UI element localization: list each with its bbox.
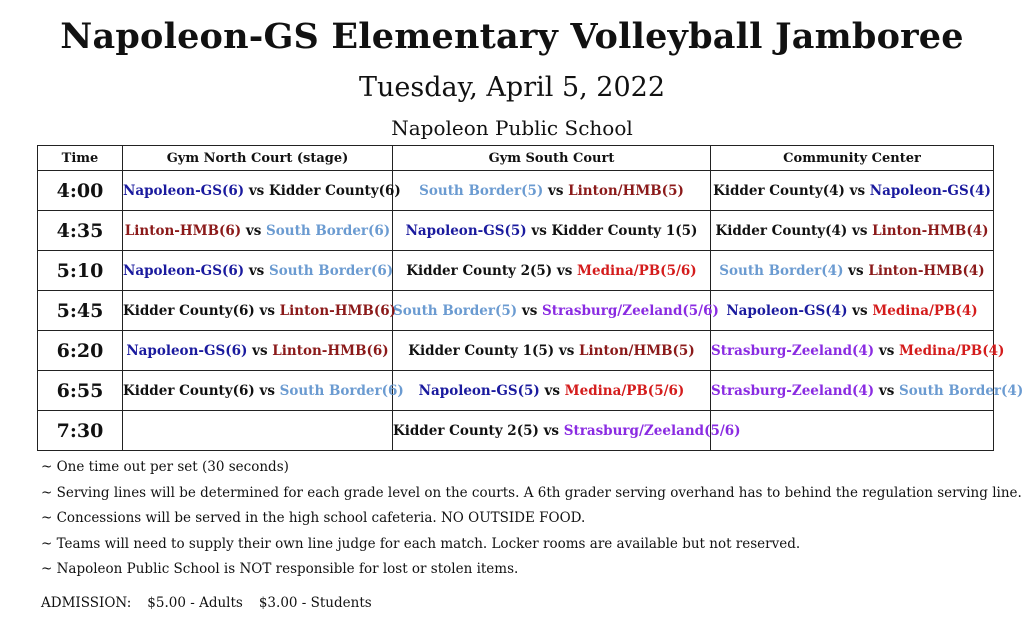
team-name: Medina/PB(5/6) xyxy=(564,382,685,399)
vs-label: vs xyxy=(521,302,538,319)
table-row xyxy=(38,371,994,411)
match-cell-gym-south xyxy=(393,211,711,251)
match-cell-community-center xyxy=(711,331,1005,371)
vs-label: vs xyxy=(556,262,573,279)
vs-label: vs xyxy=(851,222,868,239)
team-name: South Border(5) xyxy=(419,182,544,199)
note-item: ~ Napoleon Public School is NOT responsible for lost or stolen items. xyxy=(41,561,519,577)
header-gym-south-court: Gym South Court xyxy=(393,146,711,171)
vs-label: vs xyxy=(848,262,864,279)
match-cell-gym-north xyxy=(123,171,401,211)
match-cell-community-center xyxy=(711,251,994,291)
time-cell: 7:30 xyxy=(38,411,123,451)
match-cell-gym-north xyxy=(123,251,393,291)
team-name: Napoleon-GS(6) xyxy=(123,182,245,199)
team-name: South Border(6) xyxy=(268,262,394,279)
match-cell-gym-south xyxy=(393,171,711,211)
event-date: Tuesday, April 5, 2022 xyxy=(358,72,666,103)
vs-label: vs xyxy=(548,182,564,199)
admission-line xyxy=(41,595,388,611)
match-cell-gym-north xyxy=(123,411,393,451)
event-venue: Napoleon Public School xyxy=(391,116,633,140)
team-name: Kidder County(6) xyxy=(123,302,255,319)
admission-students: $3.00 - Students xyxy=(258,595,372,611)
team-name: Kidder County 2(5) xyxy=(406,262,553,279)
team-name: Napoleon-GS(6) xyxy=(126,342,248,359)
vs-label: vs xyxy=(878,382,895,399)
team-name: Strasburg/Zeeland(5/6) xyxy=(563,422,741,439)
match-cell-community-center xyxy=(711,171,994,211)
match-cell-gym-north xyxy=(123,371,404,411)
note-item: ~ Teams will need to supply their own line judge for each match. Locker rooms are available but not reserved. xyxy=(41,535,801,552)
match-cell-gym-south xyxy=(393,291,719,331)
admission-adults: $5.00 - Adults xyxy=(147,595,243,611)
vs-label: vs xyxy=(248,262,265,279)
match-cell-community-center xyxy=(711,411,994,451)
match-cell-gym-north xyxy=(123,331,393,371)
document-title: Napoleon-GS Elementary Volleyball Jamboree xyxy=(60,16,964,57)
team-name: South Border(5) xyxy=(393,302,518,319)
team-name: Medina/PB(4) xyxy=(899,342,1005,359)
team-name: Kidder County(6) xyxy=(268,182,401,199)
header-community-center: Community Center xyxy=(711,146,994,171)
notes-list xyxy=(41,457,1022,585)
note-item: ~ One time out per set (30 seconds) xyxy=(41,459,289,475)
vs-label: vs xyxy=(248,182,265,199)
match-cell-gym-south xyxy=(393,331,711,371)
table-row xyxy=(38,291,994,331)
team-name: Medina/PB(4) xyxy=(872,302,978,319)
team-name: Kidder County 2(5) xyxy=(393,422,539,439)
team-name: Strasburg-Zeeland(4) xyxy=(711,382,875,399)
team-name: Napoleon-GS(6) xyxy=(123,262,245,279)
vs-label: vs xyxy=(544,382,560,399)
match-cell-community-center xyxy=(711,211,994,251)
match-cell-community-center xyxy=(711,371,1024,411)
team-name: Linton/HMB(5) xyxy=(568,182,684,199)
team-name: Kidder County 1(5) xyxy=(551,222,698,239)
team-name: South Border(4) xyxy=(719,262,844,279)
team-name: Linton-HMB(6) xyxy=(272,342,389,359)
time-cell: 5:45 xyxy=(38,291,123,331)
schedule-body xyxy=(38,171,1024,451)
table-row xyxy=(38,251,994,291)
match-cell-gym-south xyxy=(393,371,711,411)
match-cell-gym-south xyxy=(393,251,711,291)
vs-label: vs xyxy=(558,342,575,359)
time-cell: 5:10 xyxy=(38,251,123,291)
vs-label: vs xyxy=(878,342,895,359)
team-name: Strasburg-Zeeland(4) xyxy=(711,342,875,359)
team-name: Kidder County 1(5) xyxy=(408,342,555,359)
header-time: Time xyxy=(38,146,123,171)
vs-label: vs xyxy=(259,302,275,319)
team-name: Medina/PB(5/6) xyxy=(577,262,697,279)
team-name: Napoleon-GS(4) xyxy=(869,182,991,199)
time-cell: 6:20 xyxy=(38,331,123,371)
team-name: Kidder County(4) xyxy=(713,182,845,199)
time-cell: 6:55 xyxy=(38,371,123,411)
team-name: South Border(6) xyxy=(266,222,391,239)
team-name: Napoleon-GS(5) xyxy=(405,222,527,239)
vs-label: vs xyxy=(252,342,268,359)
table-row xyxy=(38,171,994,211)
table-row xyxy=(38,331,994,371)
time-cell: 4:00 xyxy=(38,171,123,211)
header-gym-north-court: Gym North Court (stage) xyxy=(123,146,393,171)
team-name: Kidder County(4) xyxy=(715,222,848,239)
vs-label: vs xyxy=(245,222,262,239)
match-cell-gym-north xyxy=(123,291,397,331)
team-name: Napoleon-GS(5) xyxy=(418,382,540,399)
match-cell-gym-north xyxy=(123,211,393,251)
schedule-table xyxy=(37,145,1024,451)
team-name: Linton-HMB(4) xyxy=(872,222,989,239)
match-cell-community-center xyxy=(711,291,994,331)
table-header-row xyxy=(38,146,994,171)
team-name: South Border(6) xyxy=(279,382,404,399)
match-cell-gym-south xyxy=(393,411,741,451)
team-name: Kidder County(6) xyxy=(123,382,255,399)
team-name: South Border(4) xyxy=(899,382,1024,399)
vs-label: vs xyxy=(543,422,560,439)
note-item: ~ Concessions will be served in the high school cafeteria. NO OUTSIDE FOOD. xyxy=(41,510,586,526)
vs-label: vs xyxy=(259,382,275,399)
team-name: Napoleon-GS(4) xyxy=(726,302,848,319)
note-item: ~ Serving lines will be determined for each grade level on the courts. A 6th grader serving overhand has to behind the regulation serving line. xyxy=(41,484,1022,501)
table-row xyxy=(38,411,994,451)
team-name: Strasburg/Zeeland(5/6) xyxy=(542,302,719,319)
team-name: Linton/HMB(5) xyxy=(579,342,695,359)
vs-label: vs xyxy=(852,302,868,319)
team-name: Linton-HMB(6) xyxy=(279,302,397,319)
vs-label: vs xyxy=(531,222,547,239)
team-name: Linton-HMB(4) xyxy=(868,262,985,279)
admission-label: ADMISSION: xyxy=(41,595,132,611)
time-cell: 4:35 xyxy=(38,211,123,251)
vs-label: vs xyxy=(849,182,866,199)
team-name: Linton-HMB(6) xyxy=(124,222,242,239)
table-row xyxy=(38,211,994,251)
